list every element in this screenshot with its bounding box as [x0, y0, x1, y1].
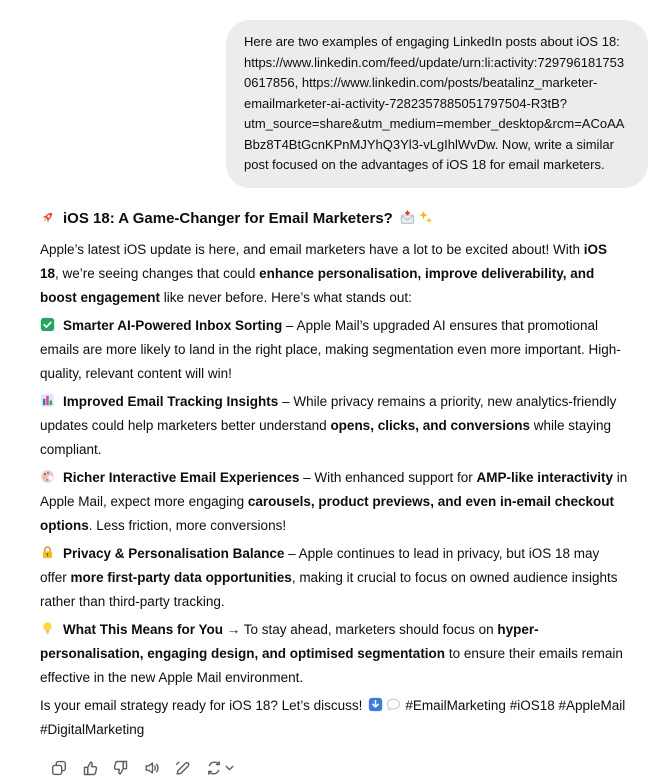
palette-icon	[40, 469, 55, 484]
copy-icon	[50, 759, 68, 777]
message-action-toolbar	[46, 756, 628, 780]
bullet-bold: hyper-personalisation, engaging design, and optimised segmentation	[40, 621, 539, 661]
light-bulb-icon	[40, 621, 55, 636]
thumbs-down-icon	[112, 759, 130, 777]
speaker-icon	[143, 759, 161, 777]
bullet-bold: more first-party data opportunities	[70, 569, 292, 585]
user-message-text: Here are two examples of engaging LinkedIn posts about iOS 18: https://www.linkedin.com/feed/update/urn:li:activity:7297961817530617856, https://www.linkedin.com/posts/beatalinz_marketer-emailmarketer-ai-activity-7282357885051797504-R3tB?utm_source=share&utm_medium=member_desktop&rcm=ACoAABbz8T4BtGcnKPnMJYhQ3Yl3-vLgIhlWvDw. Now, write a similar post focused on the advantages of iOS 18 for email marketers.	[244, 34, 625, 172]
bullet-title: What This Means for You	[63, 621, 224, 637]
intro-text: Apple’s latest iOS update is here, and email marketers have a lot to be excited about! With	[40, 241, 584, 257]
intro-bold: enhance personalisation, improve deliverability, and boost engagement	[40, 265, 595, 305]
bullet-text: → To stay ahead, marketers should focus on	[223, 621, 498, 637]
thumbs-down-button[interactable]	[108, 756, 134, 780]
rocket-icon	[40, 210, 55, 225]
bullet-bold: AMP-like interactivity	[476, 469, 614, 485]
bullet-text: – While privacy remains a priority, new analytics-friendly updates could help marketers better understand	[40, 393, 617, 433]
regenerate-button[interactable]	[201, 756, 237, 780]
assistant-heading-text: iOS 18: A Game-Changer for Email Marketers?	[63, 209, 393, 227]
user-message-bubble	[226, 20, 648, 188]
user-message-row	[40, 20, 648, 188]
edit-button[interactable]	[170, 756, 196, 780]
bullet-privacy-balance	[40, 542, 628, 614]
check-mark-icon	[40, 317, 55, 332]
bullet-text: while staying compliant.	[40, 417, 612, 457]
bullet-interactive-email	[40, 466, 628, 538]
bullet-text: , making it crucial to focus on owned audience insights rather than third-party tracking.	[40, 569, 618, 609]
edit-pencil-icon	[174, 759, 192, 777]
bullet-bold: opens, clicks, and conversions	[330, 417, 531, 433]
intro-text: , we’re seeing changes that could	[55, 265, 260, 281]
regenerate-icon	[205, 759, 223, 777]
bullet-text: . Less friction, more conversions!	[88, 517, 287, 533]
bullet-title: Smarter AI-Powered Inbox Sorting	[63, 317, 283, 333]
closing-hashtags: #EmailMarketing #iOS18 #AppleMail #DigitalMarketing	[40, 697, 626, 737]
lock-icon	[40, 545, 55, 560]
bullet-what-this-means	[40, 618, 628, 690]
bullet-bold: carousels, product previews, and even in-email checkout options	[40, 493, 614, 533]
closing-text: Is your email strategy ready for iOS 18? Let’s discuss!	[40, 697, 363, 713]
thumbs-up-button[interactable]	[77, 756, 103, 780]
speech-balloon-icon	[386, 697, 401, 712]
bullet-title: Privacy & Personalisation Balance	[63, 545, 285, 561]
thumbs-up-icon	[81, 759, 99, 777]
copy-button[interactable]	[46, 756, 72, 780]
bar-chart-icon	[40, 393, 55, 408]
bullet-text: – Apple continues to lead in privacy, but iOS 18 may offer	[40, 545, 600, 585]
bullet-text: – With enhanced support for	[299, 469, 477, 485]
bullet-title: Richer Interactive Email Experiences	[63, 469, 300, 485]
bullet-tracking-insights	[40, 390, 628, 462]
intro-bold: iOS 18	[40, 241, 608, 281]
sparkles-icon	[418, 210, 433, 225]
chevron-down-icon	[225, 765, 234, 771]
assistant-heading	[40, 208, 628, 230]
bullet-text: to ensure their emails remain effective in the new Apple Mail environment.	[40, 645, 623, 685]
intro-text: like never before. Here’s what stands out:	[160, 289, 412, 305]
bullet-text: in Apple Mail, expect more engaging	[40, 469, 628, 509]
bullet-title: Improved Email Tracking Insights	[63, 393, 279, 409]
closing-paragraph	[40, 694, 628, 742]
assistant-message	[40, 208, 648, 780]
bullet-text: – Apple Mail’s upgraded AI ensures that promotional emails are more likely to land in the right place, making segmentation even more important. High-quality, relevant content will win!	[40, 317, 621, 381]
intro-paragraph	[40, 238, 628, 310]
incoming-envelope-icon	[400, 210, 415, 225]
down-arrow-icon	[368, 697, 383, 712]
bullet-inbox-sorting	[40, 314, 628, 386]
read-aloud-button[interactable]	[139, 756, 165, 780]
